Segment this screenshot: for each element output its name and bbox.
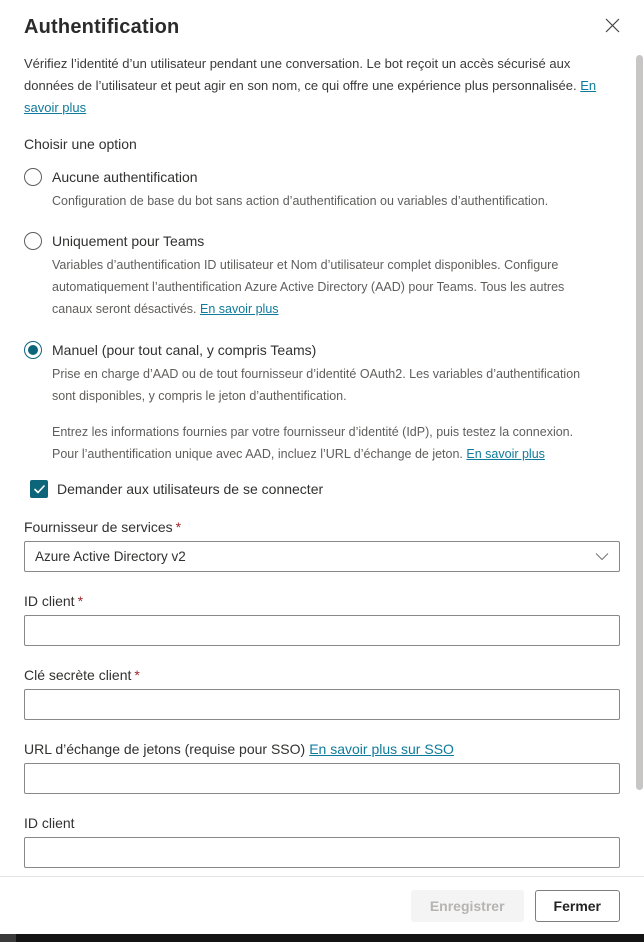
dialog-header [24,16,620,39]
client-secret-input[interactable] [24,689,620,720]
manual-instructions-text: Entrez les informations fournies par votre fournisseur d’identité (IdP), puis testez la connexion. Pour l’authentification unique avec AAD, incluez l’URL d’échange de jeton. [52,425,574,461]
option-description-text: Variables d’authentification ID utilisateur et Nom d’utilisateur complet disponibles. Configure automatiquement l’authentification Azure Active Directory (AAD) pour Teams. Tous les autres canaux seront désactivés. [52,258,565,316]
option-description [52,254,597,320]
field-label [24,741,620,757]
field-label-text: Clé secrète client [24,667,132,683]
option-description: Configuration de base du bot sans action d’authentification ou variables d’authentification. [52,194,549,208]
option-label: Uniquement pour Teams [52,233,205,249]
learn-more-link[interactable]: En savoir plus [466,447,545,461]
token-exchange-url-field [24,741,620,794]
radio-option-manual[interactable] [24,340,620,407]
radio-button-teams-only[interactable] [24,232,42,250]
require-signin-checkbox-row[interactable] [30,480,620,498]
sso-learn-more-link[interactable]: En savoir plus sur SSO [309,741,454,757]
chevron-down-icon [595,552,609,561]
checkbox-label: Demander aux utilisateurs de se connecter [57,481,324,497]
check-icon [34,485,45,494]
dialog-footer [0,876,644,934]
scrollbar[interactable] [634,44,644,876]
option-label: Aucune authentification [52,169,198,185]
field-label [24,667,620,683]
field-label-text: ID client [24,593,75,609]
select-value: Azure Active Directory v2 [35,549,186,564]
service-provider-select[interactable] [24,541,620,572]
close-button[interactable]: Fermer [535,890,620,922]
client-secret-field [24,667,620,720]
client-id-input[interactable] [24,615,620,646]
radio-option-no-auth[interactable] [24,167,620,212]
required-asterisk: * [134,667,140,683]
page-title: Authentification [24,16,180,38]
required-asterisk: * [77,593,84,609]
window-bottom-edge [0,934,644,942]
dialog-description-text: Vérifiez l’identité d’un utilisateur pendant une conversation. Le bot reçoit un accès sécurisé aux données de l’utilisateur et peut agir en son nom, ce qui offre une expérience plus personnalisée. [24,56,577,93]
option-body [52,340,620,407]
service-provider-field [24,519,620,572]
window-bottom-corner [0,934,16,942]
options-group-label: Choisir une option [24,136,137,152]
radio-option-teams-only[interactable] [24,231,620,320]
option-body [52,167,620,212]
field-label-text: URL d’échange de jetons (requise pour SSO) [24,741,306,757]
client-id-field [24,593,620,646]
radio-button-manual[interactable] [24,341,42,359]
learn-more-link[interactable]: En savoir plus [24,78,597,115]
save-button[interactable]: Enregistrer [411,890,524,922]
option-label: Manuel (pour tout canal, y compris Teams) [52,342,317,358]
checkbox-checked[interactable] [30,480,48,498]
token-exchange-url-input[interactable] [24,763,620,794]
client-id-2-input[interactable] [24,837,620,868]
manual-instructions [52,421,597,465]
option-body [52,231,620,320]
dialog-description [24,53,616,119]
required-asterisk: * [175,519,182,535]
learn-more-link[interactable]: En savoir plus [200,302,279,316]
field-label-text: Fournisseur de services [24,519,173,535]
field-label [24,519,620,535]
scrollbar-thumb[interactable] [636,55,643,790]
client-id-2-field [24,815,620,868]
field-label [24,593,620,609]
field-label: ID client [24,815,75,831]
option-description: Prise en charge d’AAD ou de tout fournisseur d’identité OAuth2. Les variables d’authentification sont disponibles, y compris le jeton d’authentification. [52,367,581,403]
radio-button-no-auth[interactable] [24,168,42,186]
close-icon[interactable] [601,14,624,37]
